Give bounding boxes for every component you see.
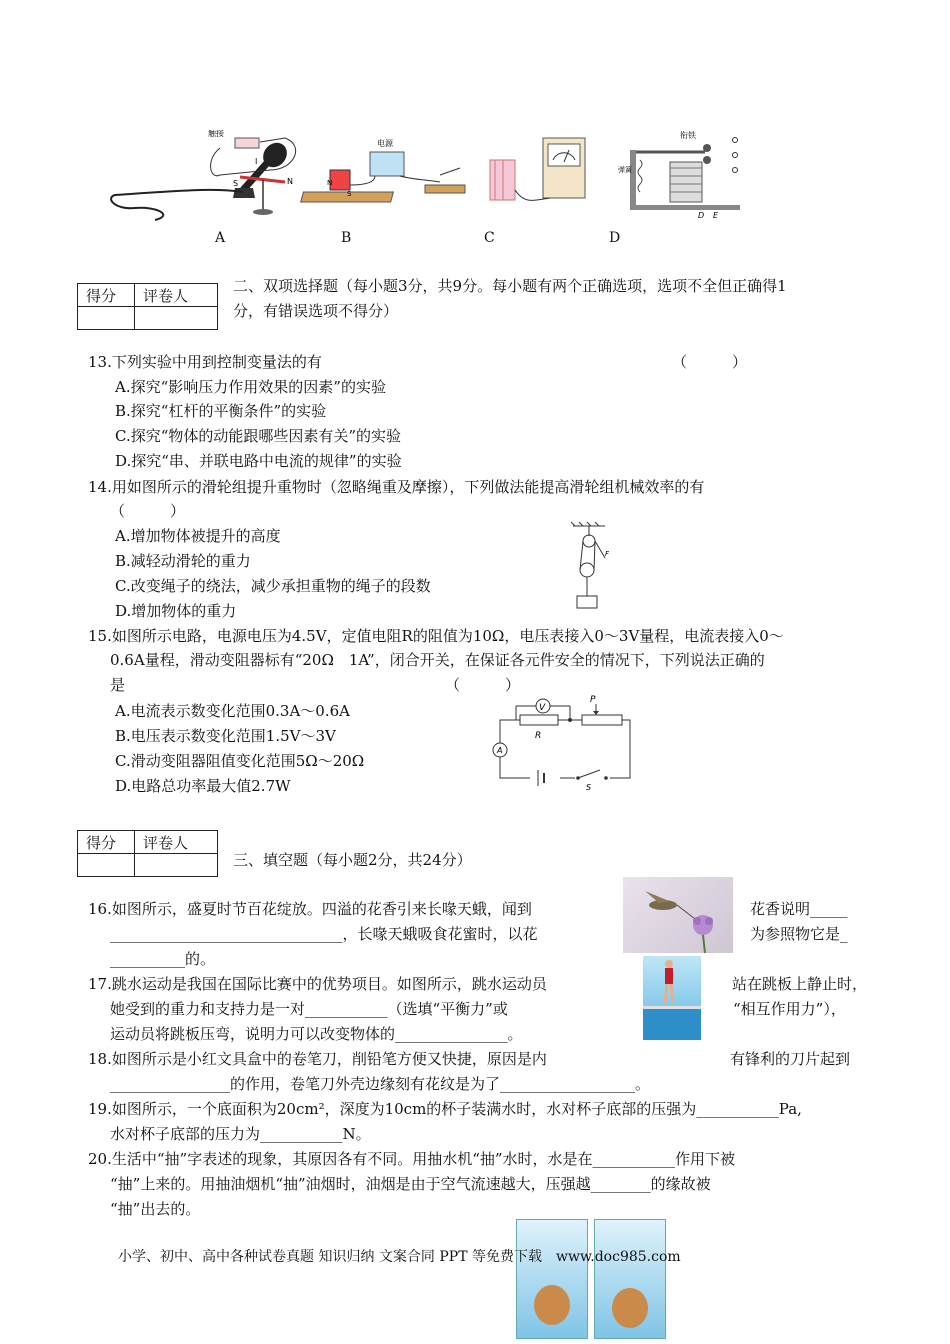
q19-line1: 19.如图所示，一个底面积为20cm²，深度为10cm的杯子装满水时，水对杯子底部的压强为___________Pa, <box>88 1100 802 1118</box>
page-footer: 小学、初中、高中各种试卷真题 知识归纳 文案合同 PPT 等免费下载 www.doc985.com <box>118 1249 681 1265</box>
figure-label-c: C <box>484 230 495 246</box>
q17-line3: 运动员将跳板压弯，说明力可以改变物体的_______________。 <box>110 1025 523 1043</box>
q14-stem: 14.用如图所示的滑轮组提升重物时（忽略绳重及摩擦），下列做法能提高滑轮组机械效率的有 <box>88 478 705 496</box>
moth-flower-image <box>623 877 733 953</box>
q19-line2: 水对杯子底部的压力为___________N。 <box>110 1125 371 1143</box>
score-header: 得分 <box>78 284 135 307</box>
section2-title-line1: 二、双项选择题（每小题3分，共9分。每小题有两个正确选项，选项不全但正确得1 <box>233 277 787 295</box>
score-box-section3 <box>77 830 218 877</box>
q13-option-d: D.探究“串、并联电路中电流的规律”的实验 <box>115 452 402 470</box>
svg-text:触接: 触接 <box>208 130 224 138</box>
egg-in-water-image-2 <box>594 1219 666 1339</box>
q20-line3: “抽”出去的。 <box>110 1200 201 1218</box>
q18-line1-left: 18.如图所示是小红文具盒中的卷笔刀，削铅笔方便又快捷，原因是内 <box>88 1050 547 1068</box>
q13-option-c: C.探究“物体的动能跟哪些因素有关”的实验 <box>115 427 402 445</box>
q20-line2: “抽”上来的。用抽油烟机“抽”油烟时，油烟是由于空气流速越大，压强越________的缘故被 <box>110 1175 711 1193</box>
figure-c-meter <box>490 138 585 200</box>
svg-text:S: S <box>233 179 239 188</box>
svg-text:D: D <box>698 211 705 220</box>
svg-text:N: N <box>327 179 333 187</box>
top-figures <box>95 130 865 225</box>
q16-line2-right: 为参照物它是_ <box>750 925 848 943</box>
pulley-figure <box>565 520 615 615</box>
q13-stem: 13.下列实验中用到控制变量法的有 <box>88 353 322 371</box>
q14-answer-paren: （ ） <box>110 502 186 520</box>
svg-text:F: F <box>605 550 610 558</box>
section2-title-line2: 分，有错误选项不得分） <box>233 302 399 320</box>
q20-line1: 20.生活中“抽”字表述的现象，其原因各有不同。用抽水机“抽”水时，水是在___________作用下被 <box>88 1150 736 1168</box>
figure-label-a: A <box>215 230 226 246</box>
score-header: 得分 <box>78 831 135 854</box>
grader-cell <box>135 854 218 877</box>
circuit-figure <box>490 690 640 790</box>
section3-title: 三、填空题（每小题2分，共24分） <box>233 851 472 869</box>
q15-stem-line2: 0.6A量程，滑动变阻器标有“20Ω 1A”，闭合开关，在保证各元件安全的情况下，下列说法正确的 <box>110 651 765 669</box>
q15-option-d: D.电路总功率最大值2.7W <box>115 777 291 795</box>
q16-line1-left: 16.如图所示，盛夏时节百花绽放。四溢的花香引来长喙天蛾，闻到 <box>88 900 532 918</box>
score-cell <box>78 307 135 330</box>
q13-option-a: A.探究“影响压力作用效果的因素”的实验 <box>115 378 386 396</box>
svg-text:V: V <box>539 703 546 713</box>
q17-line2-right: “相互作用力”）， <box>733 1000 846 1018</box>
grader-header: 评卷人 <box>135 284 218 307</box>
egg-in-water-image-1 <box>516 1219 588 1339</box>
q14-option-d: D.增加物体的重力 <box>115 602 237 620</box>
svg-text:衔铁: 衔铁 <box>680 131 696 140</box>
svg-text:电源: 电源 <box>377 139 393 148</box>
q16-line3: __________的。 <box>110 950 216 968</box>
figure-b-circuit <box>301 138 465 202</box>
svg-text:弹簧: 弹簧 <box>618 166 632 174</box>
q15-answer-paren: （ ） <box>445 676 521 694</box>
svg-text:E: E <box>713 211 719 220</box>
q14-option-c: C.改变绳子的绕法，减少承担重物的绳子的段数 <box>115 577 431 595</box>
figure-d-relay <box>618 130 740 220</box>
svg-text:A: A <box>497 746 503 755</box>
svg-text:N: N <box>287 177 293 186</box>
svg-text:I: I <box>255 157 258 166</box>
q14-option-a: A.增加物体被提升的高度 <box>115 527 281 545</box>
q13-option-b: B.探究“杠杆的平衡条件”的实验 <box>115 402 327 420</box>
q13-answer-paren: （ ） <box>672 353 748 371</box>
q15-option-b: B.电压表示数变化范围1.5V～3V <box>115 727 336 745</box>
q17-line1-right: 站在跳板上静止时， <box>732 975 868 993</box>
q15-option-a: A.电流表示数变化范围0.3A～0.6A <box>115 702 350 720</box>
score-cell <box>78 854 135 877</box>
svg-text:S: S <box>586 783 592 790</box>
q16-line1-right: 花香说明_____ <box>750 900 848 918</box>
score-box-section2 <box>77 283 218 330</box>
grader-header: 评卷人 <box>135 831 218 854</box>
q17-line2-left: 她受到的重力和支持力是一对___________（选填“平衡力”或 <box>110 1000 508 1018</box>
q15-option-c: C.滑动变阻器阻值变化范围5Ω～20Ω <box>115 752 365 770</box>
diver-image <box>643 956 701 1040</box>
svg-text:P: P <box>590 695 596 705</box>
q17-line1-left: 17.跳水运动是我国在国际比赛中的优势项目。如图所示，跳水运动员 <box>88 975 547 993</box>
figure-label-d: D <box>609 230 621 246</box>
svg-text:R: R <box>535 731 542 741</box>
q18-line1-right: 有锋利的刀片起到 <box>730 1050 851 1068</box>
q16-line2-left: _______________________________，长喙天蛾吸食花蜜时，以花 <box>110 925 538 943</box>
q15-stem-line1: 15.如图所示电路，电源电压为4.5V，定值电阻R的阻值为10Ω，电压表接入0～3V量程，电流表接入0～ <box>88 627 784 645</box>
figure-label-b: B <box>341 230 352 246</box>
q15-stem-line3: 是 <box>110 676 126 694</box>
svg-text:S: S <box>347 190 352 198</box>
q14-option-b: B.减轻动滑轮的重力 <box>115 552 251 570</box>
q18-line2: ________________的作用，卷笔刀外壳边缘刻有花纹是为了__________________。 <box>110 1075 651 1093</box>
grader-cell <box>135 307 218 330</box>
figure-wire-compass <box>208 130 296 215</box>
